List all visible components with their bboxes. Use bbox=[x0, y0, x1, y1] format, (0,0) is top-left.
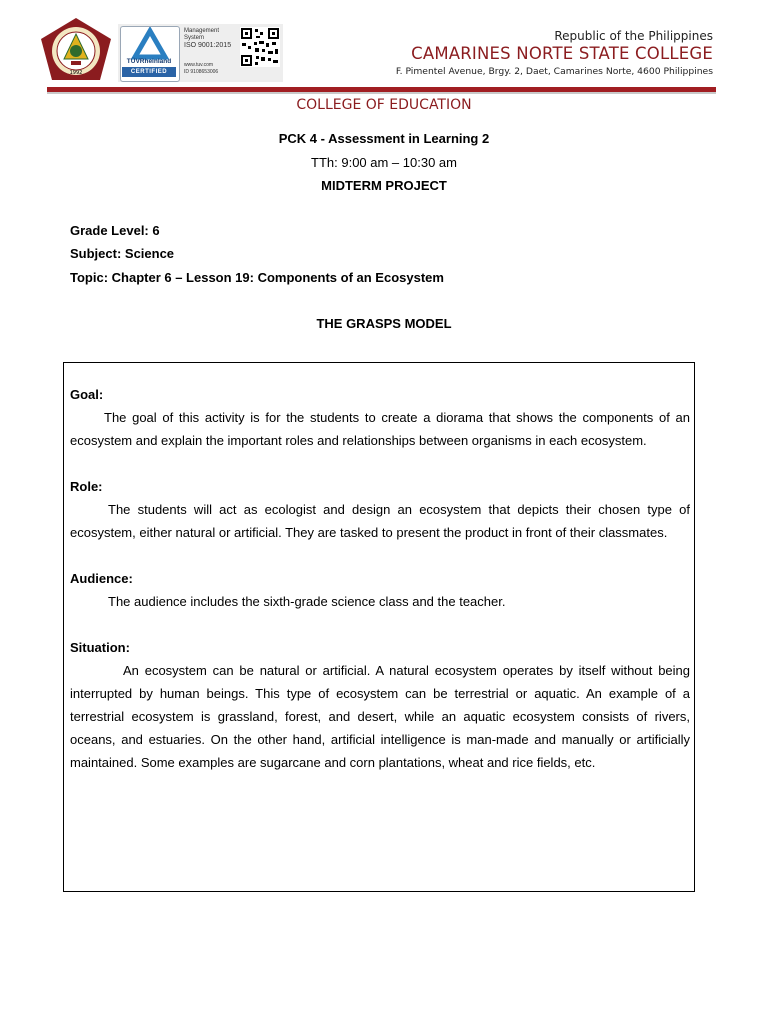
course-title: PCK 4 - Assessment in Learning 2 bbox=[278, 131, 490, 146]
college-name: CAMARINES NORTE STATE COLLEGE bbox=[411, 44, 713, 63]
goal-heading: Goal: bbox=[70, 387, 104, 402]
situation-text: An ecosystem can be natural or artificial. A natural ecosystem operates by itself without being interrupted by human beings. This type of ecosystem can be terrestrial or aquatic. An example of a terrestrial ecosystem is grassland, forest, and desert, while an aquatic ecosystem consists of rivers, oceans, and estuaries. On the other hand, artificial intelligence is man-made and manually or artificially maintained. Some examples are sugarcane and corn plantations, wheat and rice fields, etc. bbox=[70, 663, 690, 770]
college-address: F. Pimentel Avenue, Brgy. 2, Daet, Camarines Norte, 4600 Philippines bbox=[395, 66, 713, 77]
cert-id: ID 9108653006 bbox=[184, 69, 219, 75]
grade-level: Grade Level: 6 bbox=[70, 223, 160, 238]
audience-heading: Audience: bbox=[70, 571, 133, 586]
situation-heading: Situation: bbox=[70, 640, 130, 655]
tuv-triangle-icon bbox=[121, 27, 179, 61]
cert-url: www.tuv.com bbox=[184, 62, 214, 68]
model-title: THE GRASPS MODEL bbox=[316, 316, 452, 331]
role-heading: Role: bbox=[70, 479, 103, 494]
project-title: MIDTERM PROJECT bbox=[321, 178, 447, 193]
cert-line-3: ISO 9001:2015 bbox=[184, 42, 232, 49]
cert-line-2: System bbox=[184, 35, 205, 41]
tuv-brand: TÜVRheinland bbox=[126, 58, 172, 65]
republic-label: Republic of the Philippines bbox=[554, 29, 713, 43]
seal-year: 1992 bbox=[69, 70, 83, 76]
college-seal-logo bbox=[40, 17, 112, 81]
qr-code-icon bbox=[240, 27, 280, 67]
tuv-certified-label: CERTIFIED bbox=[122, 67, 176, 77]
subject: Subject: Science bbox=[70, 246, 175, 261]
grasps-box bbox=[63, 362, 695, 892]
department-title: COLLEGE OF EDUCATION bbox=[296, 97, 472, 113]
role-text: The students will act as ecologist and design an ecosystem that depicts their chosen type of ecosystem, either natural or artificial. They are tasked to present the product in front of their classmates. bbox=[70, 502, 690, 540]
topic: Topic: Chapter 6 – Lesson 19: Components of an Ecosystem bbox=[70, 270, 444, 285]
iso-certification-badge bbox=[118, 24, 283, 82]
goal-text: The goal of this activity is for the students to create a diorama that shows the components of an ecosystem and explain the important roles and relationships between organisms in each ecosystem. bbox=[70, 410, 690, 448]
cert-line-1: Management bbox=[184, 28, 220, 34]
course-schedule: TTh: 9:00 am – 10:30 am bbox=[311, 155, 457, 170]
header-divider-gray bbox=[47, 92, 716, 94]
audience-text: The audience includes the sixth-grade science class and the teacher. bbox=[108, 594, 506, 609]
